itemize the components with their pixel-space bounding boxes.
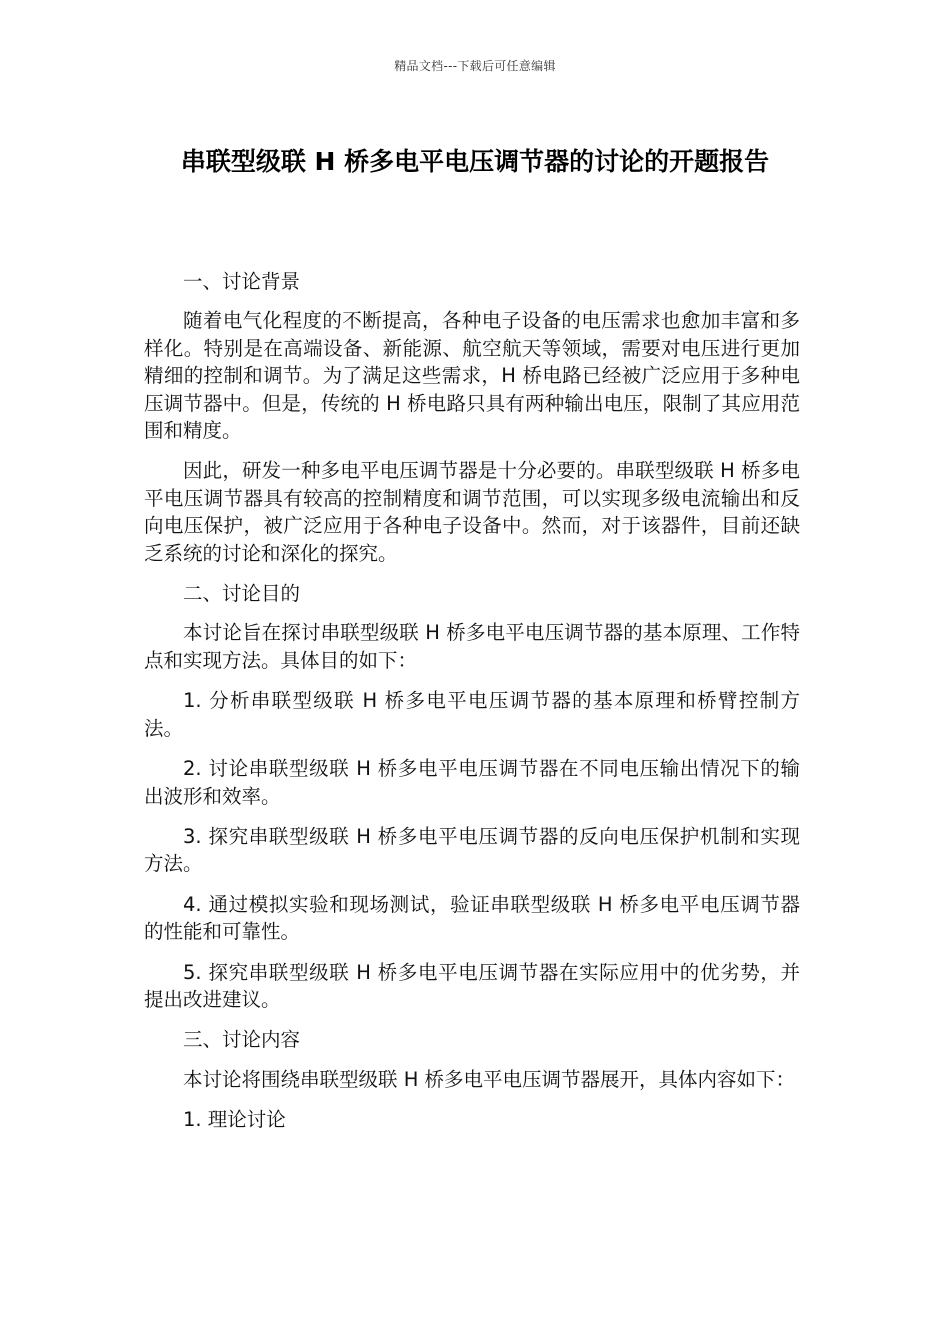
body-paragraph: 随着电气化程度的不断提高，各种电子设备的电压需求也愈加丰富和多样化。特别是在高端设备、新能源、航空航天等领域，需要对电压进行更加精细的控制和调节。为了满足这些需求，H 桥电路已经被广泛应用于多种电压调节器中。但是，传统的 H 桥电路只具有两种输出电压，限制了其应用范围和精度。: [144, 309, 800, 443]
list-item: 4. 通过模拟实验和现场测试，验证串联型级联 H 桥多电平电压调节器的性能和可靠性。: [144, 892, 800, 944]
body-paragraph: 本讨论将围绕串联型级联 H 桥多电平电压调节器展开，具体内容如下：: [183, 1067, 796, 1091]
page-header-watermark: 精品文档---下载后可任意编辑: [394, 59, 556, 73]
document-body: [144, 268, 800, 1147]
section-heading-background: 一、讨论背景: [183, 270, 301, 293]
list-item: 1. 分析串联型级联 H 桥多电平电压调节器的基本原理和桥臂控制方法。: [144, 689, 800, 740]
body-paragraph: 因此，研发一种多电平电压调节器是十分必要的。串联型级联 H 桥多电平电压调节器具有较高的控制精度和调节范围，可以实现多级电流输出和反向电压保护，被广泛应用于各种电子设备中。然而，对于该器件，目前还缺乏系统的讨论和深化的探究。: [144, 459, 800, 565]
section-heading-content: 三、讨论内容: [183, 1028, 301, 1052]
list-item: 3. 探究串联型级联 H 桥多电平电压调节器的反向电压保护机制和实现方法。: [144, 824, 800, 876]
section-heading-purpose: 二、讨论目的: [183, 582, 301, 606]
list-item: 5. 探究串联型级联 H 桥多电平电压调节器在实际应用中的优劣势，并提出改进建议。: [144, 960, 800, 1011]
list-item: 2. 讨论串联型级联 H 桥多电平电压调节器在不同电压输出情况下的输出波形和效率。: [144, 757, 800, 808]
list-item: 1. 理论讨论: [183, 1108, 286, 1132]
document-title: 串联型级联 H 桥多电平电压调节器的讨论的开题报告: [180, 147, 770, 176]
body-paragraph: 本讨论旨在探讨串联型级联 H 桥多电平电压调节器的基本原理、工作特点和实现方法。具体目的如下：: [144, 621, 800, 672]
